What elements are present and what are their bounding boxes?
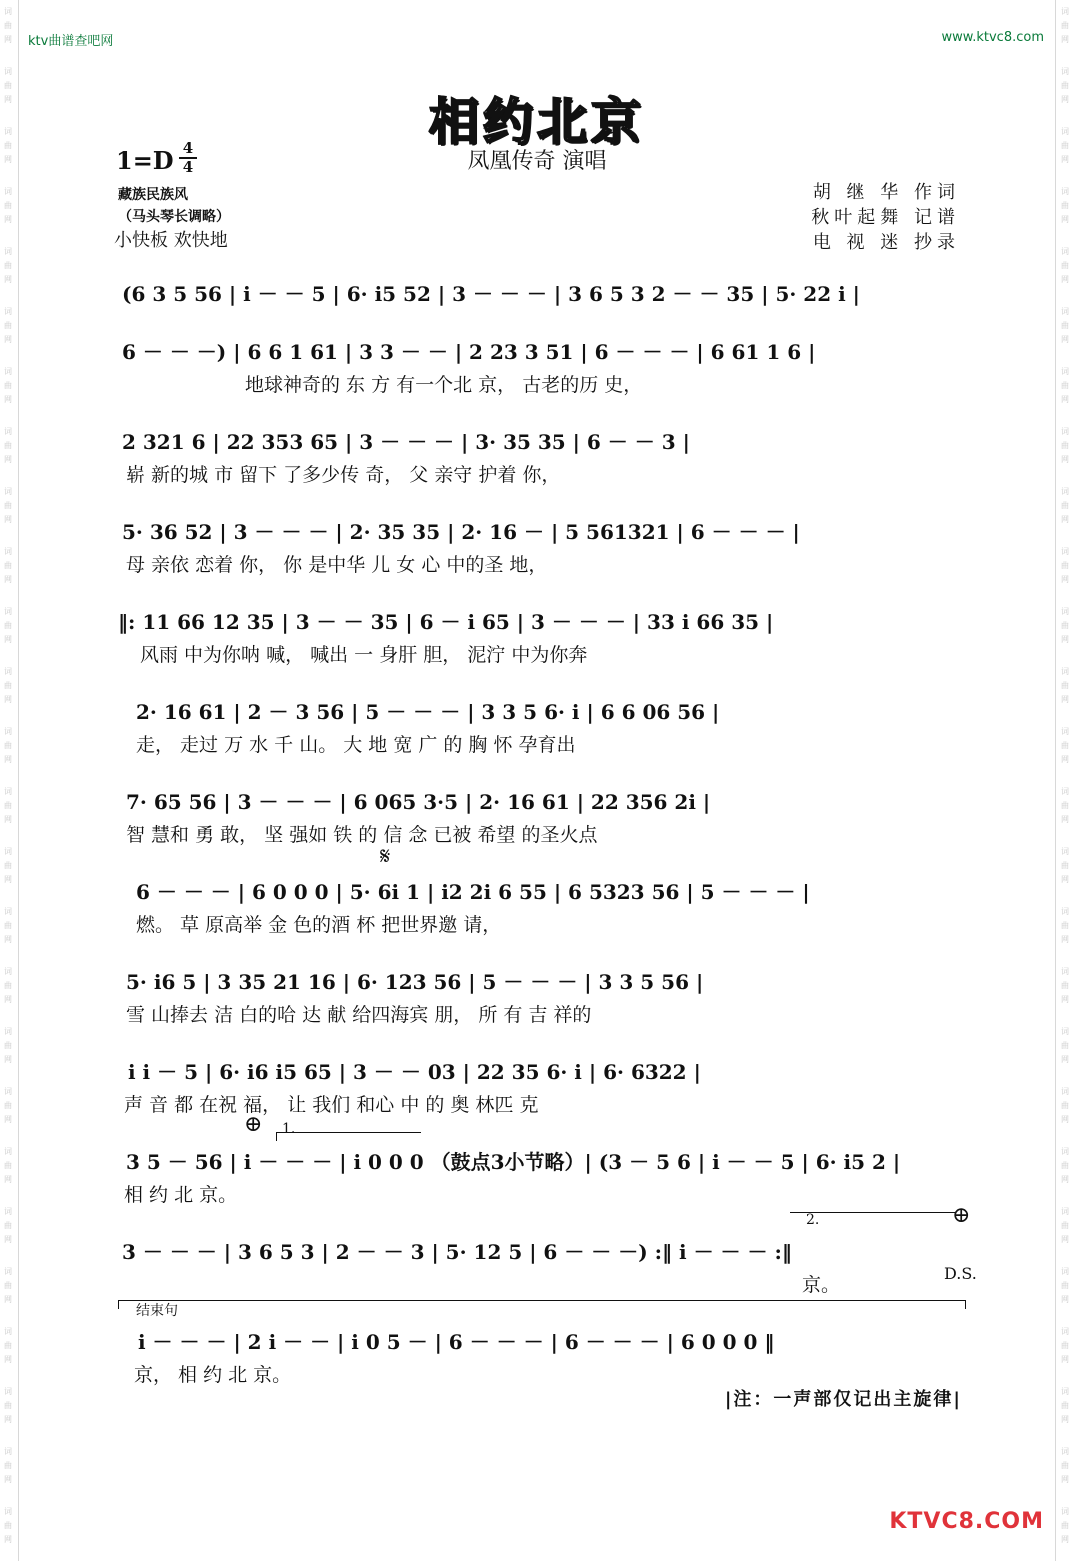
watermark-char: 词 xyxy=(1061,1507,1069,1516)
watermark-char: 网 xyxy=(1061,935,1069,944)
watermark-char: 曲 xyxy=(1061,1401,1069,1410)
watermark-char: 词 xyxy=(1061,787,1069,796)
watermark-char: 网 xyxy=(4,695,12,704)
watermark-char: 网 xyxy=(1061,155,1069,164)
watermark-char: 词 xyxy=(1061,127,1069,136)
watermark-char: 词 xyxy=(4,427,12,436)
watermark-char: 网 xyxy=(4,1175,12,1184)
watermark-char: 词 xyxy=(1061,1207,1069,1216)
watermark-char: 曲 xyxy=(1061,141,1069,150)
watermark-char: 网 xyxy=(4,635,12,644)
watermark-char: 曲 xyxy=(4,21,12,30)
watermark-char: 词 xyxy=(1061,187,1069,196)
watermark-char: 网 xyxy=(4,1355,12,1364)
watermark-char: 网 xyxy=(1061,1115,1069,1124)
watermark-char: 曲 xyxy=(4,1101,12,1110)
watermark-char: 词 xyxy=(4,1507,12,1516)
watermark-char: 词 xyxy=(4,1387,12,1396)
watermark-char: 网 xyxy=(4,215,12,224)
watermark-char: 网 xyxy=(1061,1055,1069,1064)
time-bottom: 4 xyxy=(182,158,194,176)
watermark-char: 网 xyxy=(1061,1535,1069,1544)
watermark-char: 曲 xyxy=(4,981,12,990)
volta-2-label: 2. xyxy=(806,1212,820,1228)
watermark-char: 词 xyxy=(4,1267,12,1276)
coda-sign-2: ⊕ xyxy=(952,1203,971,1228)
volta-1-bracket xyxy=(276,1132,421,1141)
coda-sign-1: ⊕ xyxy=(244,1112,263,1137)
footnote: |注：一声部仅记出主旋律| xyxy=(724,1389,962,1410)
watermark-char: 曲 xyxy=(4,1461,12,1470)
time-top: 4 xyxy=(182,139,194,157)
watermark-char: 曲 xyxy=(4,1521,12,1530)
ktvc8-logo[interactable]: KTVC8.COM xyxy=(889,1509,1044,1534)
watermark-char: 词 xyxy=(1061,1327,1069,1336)
watermark-char: 网 xyxy=(1061,1235,1069,1244)
watermark-char: 曲 xyxy=(1061,681,1069,690)
watermark-char: 曲 xyxy=(1061,1461,1069,1470)
watermark-char: 曲 xyxy=(1061,741,1069,750)
watermark-char: 曲 xyxy=(4,1041,12,1050)
watermark-char: 网 xyxy=(1061,35,1069,44)
watermark-char: 网 xyxy=(4,155,12,164)
ending-box xyxy=(118,1300,966,1309)
watermark-char: 词 xyxy=(4,547,12,556)
watermark-char: 曲 xyxy=(1061,621,1069,630)
watermark-char: 词 xyxy=(4,1207,12,1216)
segno-sign: 𝄋 xyxy=(380,842,391,870)
watermark-char: 曲 xyxy=(4,201,12,210)
ending-label: 结束句 xyxy=(136,1303,178,1319)
watermark-char: 曲 xyxy=(1061,261,1069,270)
watermark-char: 词 xyxy=(4,127,12,136)
site-url-right[interactable]: www.ktvc8.com xyxy=(941,30,1044,45)
style-note-1: 藏族民族风 xyxy=(118,187,188,203)
watermark-char: 词 xyxy=(4,247,12,256)
watermark-char: 网 xyxy=(1061,635,1069,644)
watermark-char: 词 xyxy=(1061,1147,1069,1156)
style-note-2: （马头琴长调略） xyxy=(118,209,230,225)
watermark-char: 词 xyxy=(4,307,12,316)
watermark-char: 网 xyxy=(4,875,12,884)
watermark-char: 词 xyxy=(1061,967,1069,976)
watermark-char: 曲 xyxy=(1061,81,1069,90)
watermark-char: 词 xyxy=(4,487,12,496)
watermark-char: 曲 xyxy=(1061,1101,1069,1110)
watermark-char: 词 xyxy=(4,727,12,736)
key-signature: 1=D xyxy=(116,146,174,175)
credit-transcriber: 秋叶起舞 记谱 xyxy=(811,207,960,228)
watermark-char: 曲 xyxy=(4,801,12,810)
watermark-char: 曲 xyxy=(4,1281,12,1290)
watermark-char: 词 xyxy=(4,1087,12,1096)
watermark-char: 曲 xyxy=(1061,1281,1069,1290)
watermark-char: 网 xyxy=(1061,875,1069,884)
watermark-char: 网 xyxy=(4,395,12,404)
watermark-char: 词 xyxy=(1061,1027,1069,1036)
watermark-char: 曲 xyxy=(4,621,12,630)
watermark-char: 词 xyxy=(1061,367,1069,376)
watermark-char: 网 xyxy=(4,95,12,104)
watermark-char: 网 xyxy=(4,335,12,344)
watermark-char: 网 xyxy=(1061,515,1069,524)
watermark-char: 网 xyxy=(1061,95,1069,104)
watermark-char: 网 xyxy=(4,35,12,44)
watermark-char: 网 xyxy=(4,1535,12,1544)
watermark-char: 词 xyxy=(1061,307,1069,316)
watermark-char: 词 xyxy=(4,907,12,916)
watermark-char: 网 xyxy=(4,1115,12,1124)
watermark-char: 曲 xyxy=(4,81,12,90)
ds-marking: D.S. xyxy=(944,1264,977,1283)
watermark-char: 网 xyxy=(4,815,12,824)
watermark-char: 网 xyxy=(1061,1475,1069,1484)
watermark-char: 曲 xyxy=(1061,561,1069,570)
watermark-char: 网 xyxy=(4,1415,12,1424)
watermark-char: 曲 xyxy=(1061,801,1069,810)
watermark-char: 网 xyxy=(1061,695,1069,704)
watermark-char: 曲 xyxy=(1061,1521,1069,1530)
watermark-char: 曲 xyxy=(1061,441,1069,450)
watermark-char: 词 xyxy=(1061,7,1069,16)
watermark-char: 曲 xyxy=(1061,501,1069,510)
time-signature xyxy=(177,140,199,176)
watermark-char: 网 xyxy=(1061,455,1069,464)
watermark-char: 词 xyxy=(4,787,12,796)
watermark-char: 曲 xyxy=(4,861,12,870)
watermark-char: 网 xyxy=(4,1295,12,1304)
watermark-char: 曲 xyxy=(1061,921,1069,930)
watermark-char: 曲 xyxy=(4,921,12,930)
watermark-char: 曲 xyxy=(1061,1161,1069,1170)
watermark-char: 曲 xyxy=(1061,321,1069,330)
watermark-char: 词 xyxy=(4,607,12,616)
watermark-char: 曲 xyxy=(4,441,12,450)
watermark-char: 曲 xyxy=(1061,1341,1069,1350)
watermark-char: 曲 xyxy=(4,1161,12,1170)
watermark-char: 网 xyxy=(1061,1295,1069,1304)
watermark-char: 词 xyxy=(4,847,12,856)
site-name-left[interactable]: ktv曲谱查吧网 xyxy=(28,34,114,49)
watermark-char: 曲 xyxy=(1061,1221,1069,1230)
watermark-char: 网 xyxy=(1061,1415,1069,1424)
watermark-char: 曲 xyxy=(4,381,12,390)
watermark-char: 网 xyxy=(4,755,12,764)
watermark-char: 词 xyxy=(4,1447,12,1456)
watermark-char: 网 xyxy=(1061,755,1069,764)
watermark-char: 词 xyxy=(4,367,12,376)
watermark-char: 词 xyxy=(4,967,12,976)
watermark-char: 曲 xyxy=(1061,201,1069,210)
watermark-char: 词 xyxy=(4,7,12,16)
watermark-char: 网 xyxy=(4,1235,12,1244)
watermark-char: 词 xyxy=(4,67,12,76)
watermark-char: 曲 xyxy=(4,261,12,270)
watermark-char: 网 xyxy=(4,1055,12,1064)
watermark-char: 网 xyxy=(1061,1175,1069,1184)
watermark-char: 网 xyxy=(4,935,12,944)
watermark-char: 网 xyxy=(4,515,12,524)
watermark-char: 曲 xyxy=(4,561,12,570)
watermark-char: 曲 xyxy=(4,741,12,750)
watermark-char: 网 xyxy=(1061,815,1069,824)
watermark-char: 曲 xyxy=(4,1401,12,1410)
watermark-char: 网 xyxy=(1061,275,1069,284)
credit-lyricist: 胡 继 华 作词 xyxy=(812,182,960,203)
watermark-char: 网 xyxy=(4,455,12,464)
watermark-char: 网 xyxy=(1061,215,1069,224)
watermark-char: 词 xyxy=(1061,487,1069,496)
watermark-char: 词 xyxy=(1061,1087,1069,1096)
watermark-char: 曲 xyxy=(1061,981,1069,990)
watermark-char: 曲 xyxy=(1061,21,1069,30)
singer-line: 凤凰传奇 演唱 xyxy=(467,149,607,174)
watermark-char: 词 xyxy=(4,1147,12,1156)
watermark-char: 词 xyxy=(1061,427,1069,436)
watermark-char: 曲 xyxy=(1061,861,1069,870)
watermark-char: 曲 xyxy=(4,1221,12,1230)
watermark-char: 词 xyxy=(1061,1387,1069,1396)
watermark-char: 词 xyxy=(1061,607,1069,616)
watermark-char: 词 xyxy=(1061,67,1069,76)
watermark-char: 曲 xyxy=(1061,1041,1069,1050)
watermark-char: 词 xyxy=(1061,247,1069,256)
watermark-char: 网 xyxy=(4,575,12,584)
watermark-char: 曲 xyxy=(4,501,12,510)
watermark-char: 曲 xyxy=(4,1341,12,1350)
song-title: 相约北京 xyxy=(429,93,645,151)
watermark-char: 词 xyxy=(1061,847,1069,856)
watermark-char: 曲 xyxy=(4,321,12,330)
tempo-marking: 小快板 欢快地 xyxy=(114,230,228,251)
watermark-char: 网 xyxy=(4,275,12,284)
watermark-char: 词 xyxy=(1061,1447,1069,1456)
credit-copier: 电 视 迷 抄录 xyxy=(812,232,960,253)
watermark-char: 词 xyxy=(4,1327,12,1336)
watermark-char: 词 xyxy=(1061,667,1069,676)
watermark-char: 词 xyxy=(1061,727,1069,736)
watermark-char: 网 xyxy=(4,1475,12,1484)
watermark-char: 网 xyxy=(1061,575,1069,584)
watermark-char: 曲 xyxy=(1061,381,1069,390)
watermark-char: 词 xyxy=(1061,547,1069,556)
watermark-char: 曲 xyxy=(4,681,12,690)
watermark-char: 词 xyxy=(4,667,12,676)
watermark-char: 词 xyxy=(4,1027,12,1036)
watermark-char: 网 xyxy=(1061,995,1069,1004)
volta-1-label: 1. xyxy=(282,1121,296,1137)
watermark-char: 网 xyxy=(1061,1355,1069,1364)
watermark-char: 词 xyxy=(1061,1267,1069,1276)
watermark-char: 网 xyxy=(1061,395,1069,404)
watermark-char: 曲 xyxy=(4,141,12,150)
watermark-char: 网 xyxy=(4,995,12,1004)
watermark-char: 词 xyxy=(1061,907,1069,916)
watermark-char: 网 xyxy=(1061,335,1069,344)
watermark-char: 词 xyxy=(4,187,12,196)
